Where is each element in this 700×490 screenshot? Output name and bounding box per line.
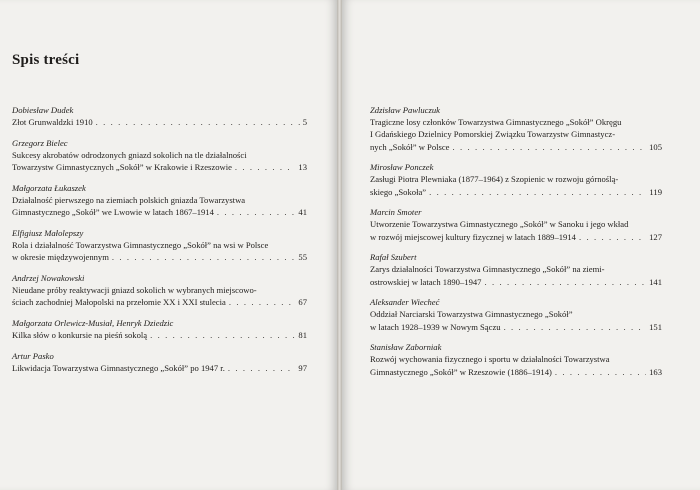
toc-entry	[12, 350, 307, 374]
toc-entry	[12, 137, 307, 174]
dot-leader	[235, 161, 295, 173]
dot-leader	[229, 296, 296, 308]
toc-entry	[370, 104, 662, 153]
toc-title-line: Działalność pierwszego na ziemiach polskich gniazda Towarzystwa	[12, 195, 246, 205]
toc-author: Mirosław Ponczek	[370, 162, 434, 173]
dot-leader	[555, 366, 646, 378]
toc-page-number: 163	[649, 366, 662, 377]
toc-entry	[12, 104, 307, 128]
toc-page-number: 55	[298, 252, 307, 263]
toc-title-last-line	[370, 321, 662, 333]
dot-leader	[484, 276, 646, 288]
toc-page-number: 13	[298, 162, 307, 173]
toc-title-line: Utworzenie Towarzystwa Gimnastycznego „Sokół” w Sanoku i jego wkład	[370, 219, 629, 230]
toc-title-line: Gimnastycznego „Sokół” we Lwowie w latach 1867–1914	[12, 207, 214, 218]
toc-title-last-line	[12, 329, 307, 341]
toc-title-last-line	[12, 116, 307, 128]
toc-entry	[12, 182, 307, 219]
toc-title-line: Rola i działalność Towarzystwa Gimnastycznego „Sokół” na wsi w Polsce	[12, 240, 269, 250]
toc-page-number: 41	[298, 207, 307, 218]
toc-entry	[12, 317, 307, 341]
toc-title-line: Likwidacja Towarzystwa Gimnastycznego „Sokół” po 1947 r.	[12, 362, 225, 373]
dot-leader	[429, 186, 646, 198]
toc-author: Elfigiusz Małolepszy	[12, 227, 84, 238]
toc-title-line: Zasługi Piotra Plewniaka (1877–1964) z Szopienic w rozwoju górnoślą-	[370, 174, 619, 185]
toc-author: Artur Pasko	[12, 350, 54, 361]
toc-title-last-line	[370, 276, 662, 288]
toc-title-line: Gimnastycznego „Sokół” w Rzeszowie (1886–1914)	[370, 366, 552, 377]
dot-leader	[150, 329, 295, 341]
toc-author: Andrzej Nowakowski	[12, 272, 85, 283]
toc-title-line: nych „Sokół” w Polsce	[370, 141, 450, 152]
toc-entry	[370, 341, 662, 378]
toc-title-last-line	[12, 362, 307, 374]
toc-title-line: Kilka słów o konkursie na pieśń sokolą	[12, 330, 148, 340]
toc-author: Dobiesław Dudek	[12, 105, 74, 115]
toc-right-column	[370, 104, 662, 386]
dot-leader	[579, 231, 646, 243]
toc-entry	[12, 227, 307, 264]
toc-author: Rafał Szubert	[370, 252, 417, 263]
toc-entry	[370, 206, 662, 243]
toc-title-last-line	[370, 141, 662, 153]
toc-author: Marcin Smoter	[370, 207, 422, 218]
toc-author: Aleksander Wiecheć	[370, 297, 440, 308]
toc-page-number: 105	[649, 141, 662, 152]
toc-title-line: ostrowskiej w latach 1890–1947	[370, 276, 482, 287]
toc-page-number: 141	[649, 276, 662, 287]
toc-page-number: 5	[302, 117, 307, 128]
toc-title-line: Zarys działalności Towarzystwa Gimnastycznego „Sokół” na ziemi-	[370, 264, 605, 275]
toc-title-last-line	[370, 366, 662, 378]
toc-author: Grzegorz Bielec	[12, 137, 68, 148]
page-title: Spis treści	[12, 52, 80, 68]
dot-leader	[228, 362, 296, 374]
toc-entry	[370, 161, 662, 198]
dot-leader	[112, 251, 296, 263]
dot-leader	[452, 141, 646, 153]
dot-leader	[96, 116, 300, 128]
toc-page-number: 67	[298, 297, 307, 308]
toc-title-line: w okresie międzywojennym	[12, 252, 109, 263]
toc-title-line: Tragiczne losy członków Towarzystwa Gimnastycznego „Sokół” Okręgu	[370, 117, 622, 128]
toc-title-line: Sukcesy akrobatów odrodzonych gniazd sokolich na tle działalności	[12, 150, 247, 160]
toc-title-line: w rozwój miejscowej kultury fizycznej w latach 1889–1914	[370, 231, 576, 242]
toc-title-line: I Gdańskiego Dzielnicy Pomorskiej Związku Towarzystw Gimnastycz-	[370, 129, 616, 140]
toc-author: Stanisław Zaborniak	[370, 342, 442, 353]
toc-title-line: Rozwój wychowania fizycznego i sportu w działalności Towarzystwa	[370, 354, 610, 365]
toc-entry	[370, 296, 662, 333]
dot-leader	[217, 206, 296, 218]
toc-page-number: 119	[649, 186, 662, 197]
toc-author: Małgorzata Łukaszek	[12, 182, 86, 193]
toc-left-column	[12, 104, 307, 382]
toc-title-last-line	[370, 186, 662, 198]
dot-leader	[504, 321, 647, 333]
toc-title-line: skiego „Sokoła”	[370, 186, 427, 197]
toc-title-line: Nieudane próby reaktywacji gniazd sokolich w wybranych miejscowo-	[12, 285, 257, 295]
toc-entry	[370, 251, 662, 288]
toc-author: Zdzisław Pawluczuk	[370, 105, 440, 115]
toc-title-last-line	[12, 206, 307, 218]
toc-title-last-line	[370, 231, 662, 243]
toc-title-line: ściach zachodniej Małopolski na przełomie XX i XXI stulecia	[12, 297, 226, 308]
toc-title-last-line	[12, 161, 307, 173]
toc-page-number: 97	[298, 362, 307, 373]
toc-page-number: 81	[298, 330, 307, 340]
toc-title-line: Towarzystw Gimnastycznych „Sokół” w Krakowie i Rzeszowie	[12, 162, 232, 173]
toc-page-number: 151	[649, 321, 662, 332]
toc-title-last-line	[12, 296, 307, 308]
toc-title-line: Oddział Narciarski Towarzystwa Gimnastycznego „Sokół”	[370, 309, 573, 320]
toc-entry	[12, 272, 307, 309]
toc-title-line: Złot Grunwaldzki 1910	[12, 117, 93, 128]
toc-title-line: w latach 1928–1939 w Nowym Sączu	[370, 321, 501, 332]
toc-author: Małgorzata Orlewicz-Musiał, Henryk Dziedzic	[12, 317, 174, 328]
toc-title-last-line	[12, 251, 307, 263]
toc-page-number: 127	[649, 231, 662, 242]
